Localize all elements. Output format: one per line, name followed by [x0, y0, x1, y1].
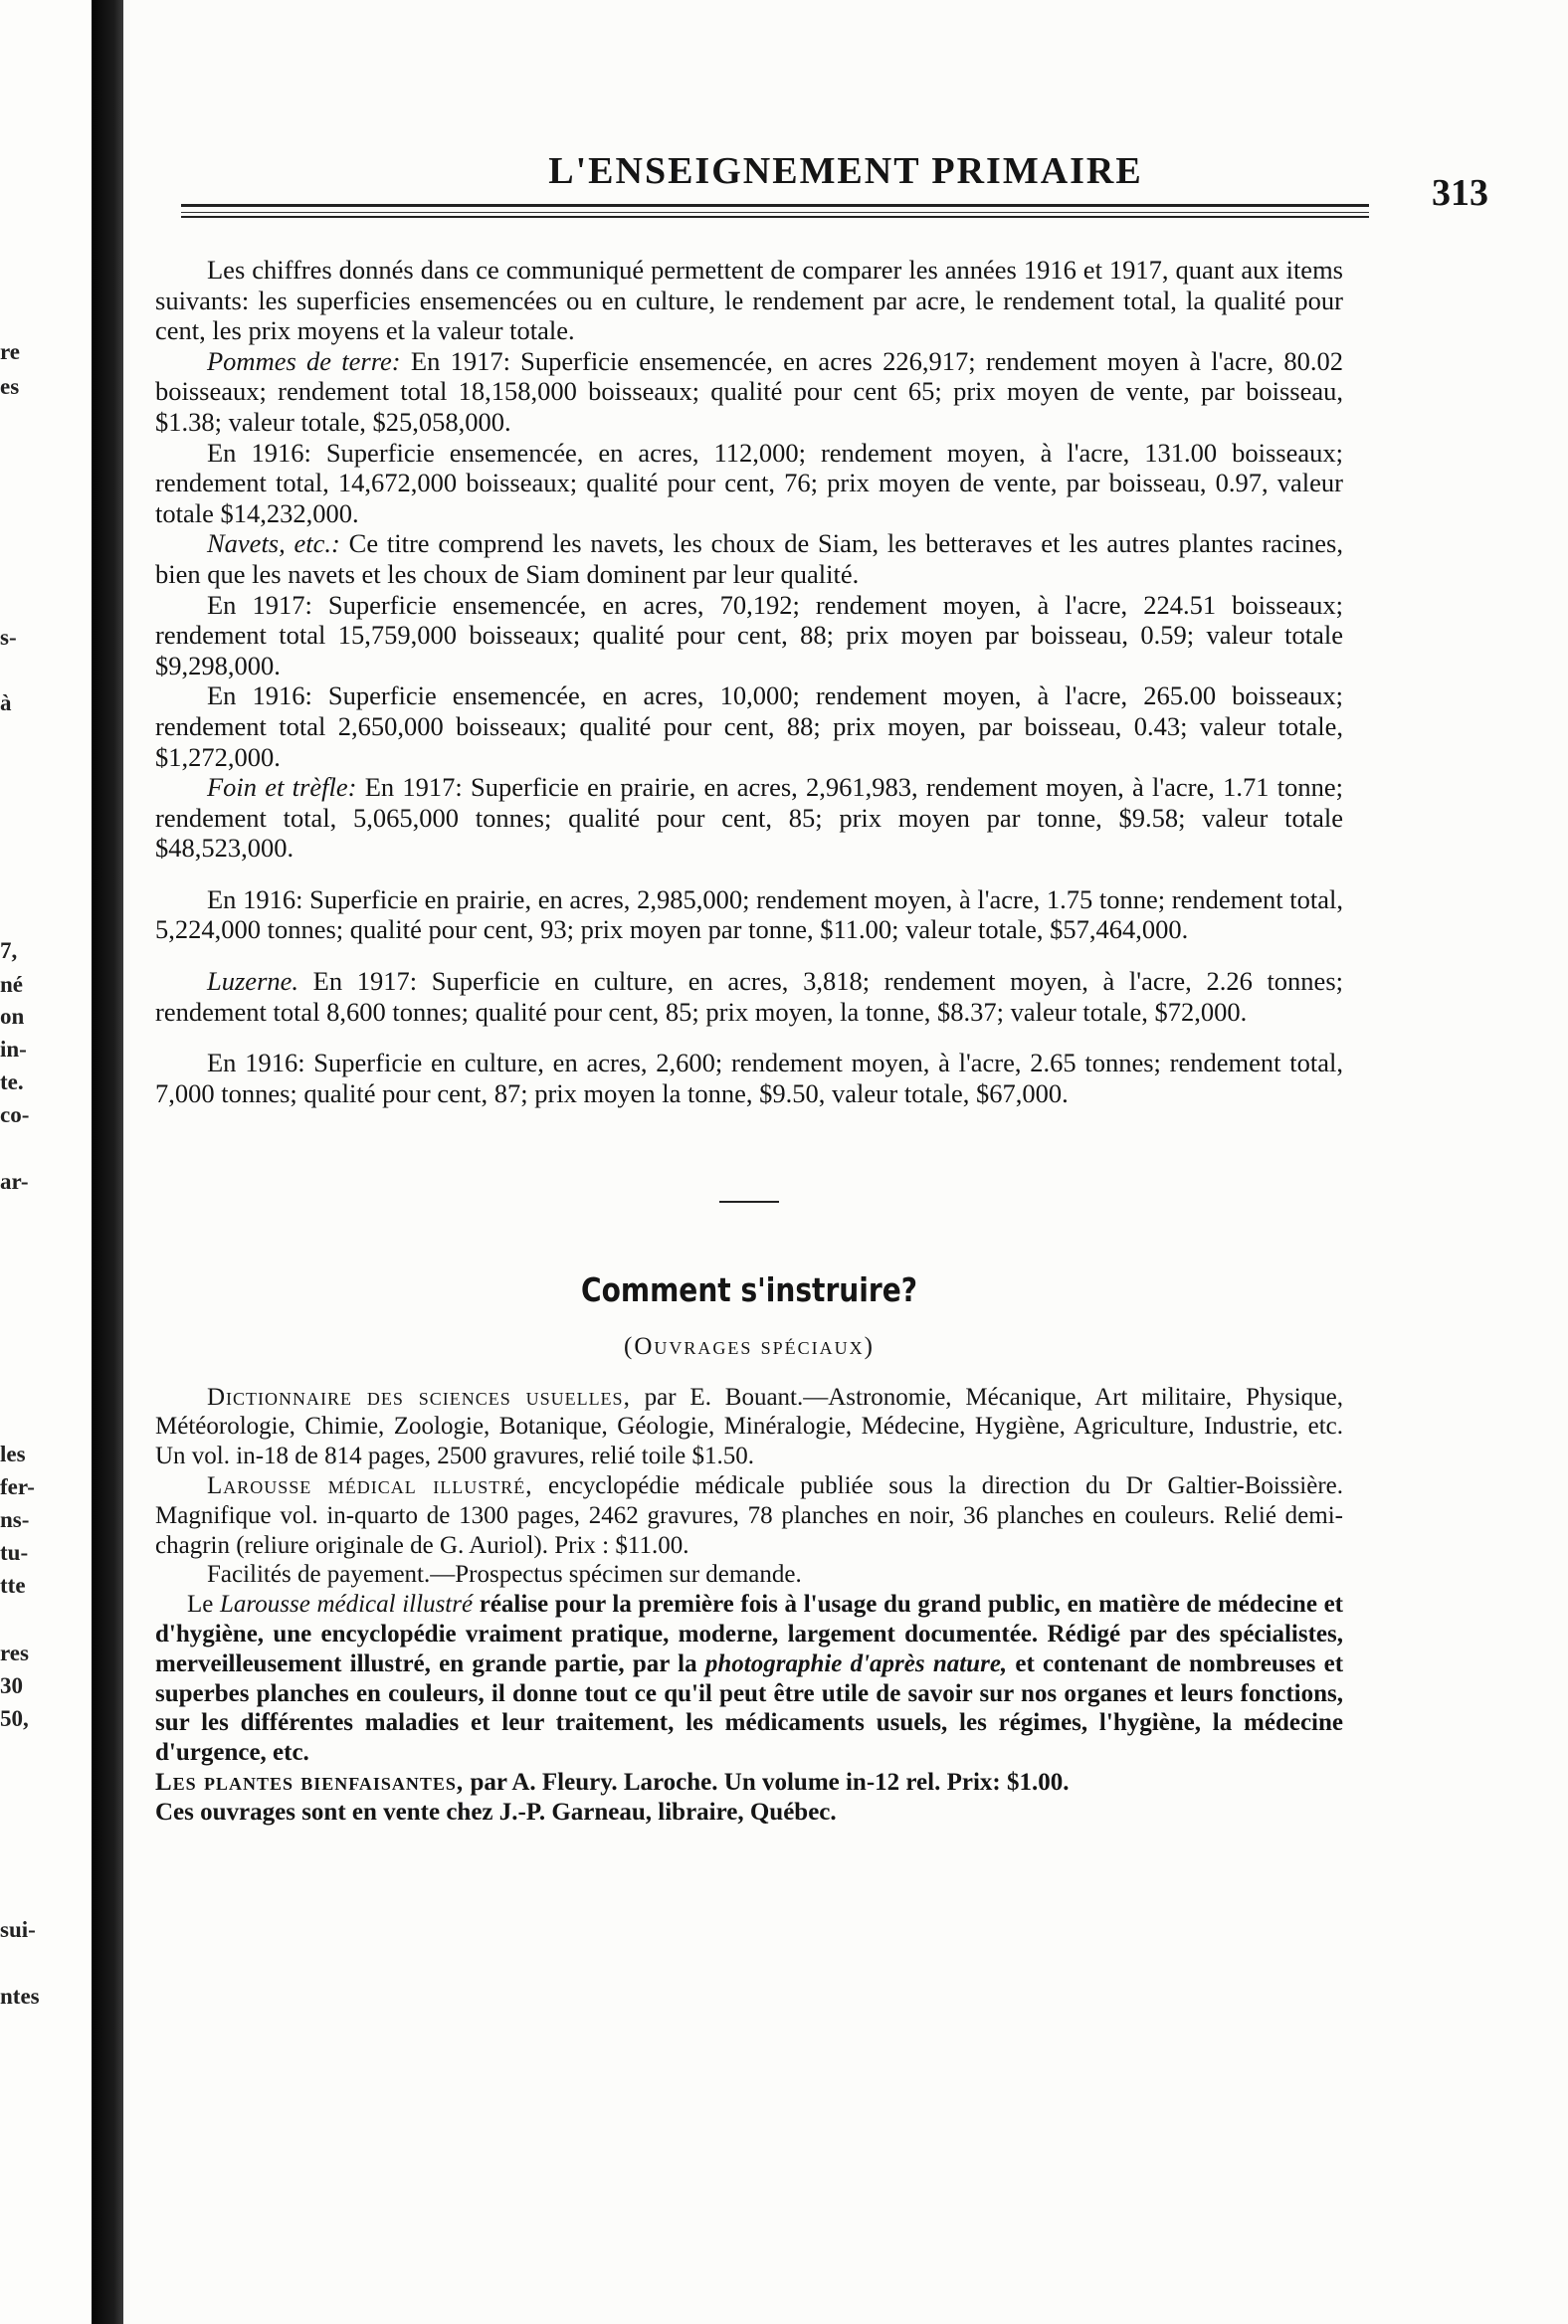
- larousse-note-emphasis: photographie d'après nature,: [704, 1649, 1008, 1677]
- margin-fragment: 30: [0, 1673, 23, 1698]
- potatoes-label: Pommes de terre:: [207, 345, 401, 376]
- plants-description: par A. Fleury. Laroche. Un volume in-12 rel.: [470, 1768, 941, 1796]
- scanned-page: [123, 0, 1568, 2324]
- larousse-note-text: réalise pour la première fois à l'usage du grand public, en matière de médecine et d'hygiène, une encyclopédie vraiment pratique, moderne, largement documentée. Rédigé par des spécialistes, merveilleusement illustré, en grande partie, par la: [155, 1591, 1343, 1677]
- margin-fragment: à: [0, 690, 12, 715]
- margin-fragment: co-: [0, 1102, 30, 1127]
- margin-fragment: te.: [0, 1069, 24, 1094]
- hay-1917-text: En 1917: Superficie en prairie, en acres, 2,961,983, rendement moyen, à l'acre, 1.71 tonne; rendement total, 5,065,000 tonnes; qualité pour cent, 85; prix moyen par tonne, $9.58; valeur totale $48,523,000.: [155, 772, 1343, 864]
- margin-fragment: s-: [0, 625, 17, 650]
- journal-title: L'ENSEIGNEMENT PRIMAIRE: [548, 150, 1143, 192]
- hay-paragraph: [155, 772, 1343, 864]
- margin-fragment: les: [0, 1442, 26, 1466]
- previous-page-margin: [0, 0, 93, 2324]
- larousse-title: Larousse médical illustré,: [207, 1472, 533, 1500]
- margin-fragment: on: [0, 1004, 25, 1029]
- margin-fragment: 50,: [0, 1706, 29, 1731]
- larousse-note-title: Larousse médical illustré: [220, 1591, 474, 1619]
- hay-1916-paragraph: En 1916: Superficie en prairie, en acres, 2,985,000; rendement moyen, à l'acre, 1.75 tonne; rendement total, 5,224,000 tonnes; qualité pour cent, 93; prix moyen par tonne, $11.00; valeur totale, $57,464,000.: [155, 883, 1343, 945]
- section-subtitle: (Ouvrages spéciaux): [624, 1333, 875, 1361]
- intro-paragraph: Les chiffres donnés dans ce communiqué permettent de comparer les années 1916 et 1917, quant aux items suivants: les superficies ensemencées ou en culture, le rendement par acre, le rendement total, la qualité pour cent, les prix moyens et la valeur totale.: [155, 255, 1343, 346]
- margin-fragment: fer-: [0, 1474, 35, 1499]
- margin-fragment: tu-: [0, 1540, 29, 1565]
- margin-fragment: 7,: [0, 938, 18, 963]
- potatoes-1917-text: En 1917: Superficie ensemencée, en acres 226,917; rendement moyen à l'acre, 80.02 boisseaux; rendement total 18,158,000 boisseaux; qualité pour cent 65; prix moyen de vente, par boisseau, $1.38; valeur totale, $25,058,000.: [155, 345, 1344, 437]
- header-rule: [181, 204, 1369, 218]
- dictionary-entry: [155, 1383, 1343, 1471]
- margin-fragment: re: [0, 339, 21, 364]
- section-title: Comment s'instruire?: [580, 1270, 918, 1310]
- dictionary-title: Dictionnaire des sciences usuelles,: [207, 1383, 631, 1411]
- page-number: 313: [1432, 172, 1488, 214]
- turnips-1917-paragraph: En 1917: Superficie ensemencée, en acres, 70,192; rendement moyen, à l'acre, 224.51 boisseaux; rendement total 15,759,000 boisseaux; qualité pour cent, 88; prix moyen par boisseau, 0.59; valeur totale $9,298,000.: [155, 589, 1343, 680]
- potatoes-paragraph: [155, 346, 1343, 438]
- dictionary-description: par E. Bouant.—Astronomie, Mécanique, Art militaire, Physique, Météorologie, Chimie, Zoologie, Botanique, Géologie, Minéralogie, Médecine, Hygiène, Agriculture, Industrie, etc. Un vol. in-18 de 814 pages, 2500 gravures, relié toile $1.50.: [155, 1383, 1344, 1470]
- potatoes-1916-paragraph: En 1916: Superficie ensemencée, en acres, 112,000; rendement moyen, à l'acre, 131.00 boisseaux; rendement total, 14,672,000 boisseaux; qualité pour cent, 76; prix moyen de vente, par boisseau, 0.97, valeur totale $14,232,000.: [155, 437, 1343, 528]
- larousse-payment: Facilités de payement.—Prospectus spécimen sur demande.: [207, 1561, 802, 1589]
- plants-title: Les plantes bienfaisantes,: [155, 1768, 465, 1796]
- margin-fragment: sui-: [0, 1917, 36, 1942]
- turnips-intro-text: Ce titre comprend les navets, les choux de Siam, les betteraves et les autres plantes racines, bien que les navets et les choux de Siam dominent par leur qualité.: [155, 528, 1343, 589]
- larousse-note-text-end: et contenant de nombreuses et superbes planches en couleurs, il donne tout ce qu'il peut être utile de savoir sur nos organes et leurs fonctions, sur les différentes maladies et leur traitement, les médicaments usuels, les régimes, l'hygiène, la médecine d'urgence, etc.: [155, 1649, 1344, 1767]
- hay-label: Foin et trèfle:: [207, 772, 357, 803]
- margin-fragment: tte: [0, 1573, 26, 1598]
- section-divider: [719, 1201, 779, 1203]
- margin-fragment: in-: [0, 1037, 27, 1062]
- turnips-1916-paragraph: En 1916: Superficie ensemencée, en acres, 10,000; rendement moyen, à l'acre, 265.00 boisseaux; rendement total 2,650,000 boisseaux; qualité pour cent, 88; prix moyen, par boisseau, 0.43; valeur totale, $1,272,000.: [155, 680, 1343, 772]
- alfalfa-1917-text: En 1917: Superficie en culture, en acres, 3,818; rendement moyen, à l'acre, 2.26 tonnes; rendement total 8,600 tonnes; qualité pour cent, 85; prix moyen, la tonne, $8.37; valeur totale, $72,000.: [155, 966, 1343, 1027]
- plants-entry: [155, 1768, 1343, 1798]
- book-spine-shadow: [92, 0, 123, 2324]
- larousse-note: Le Larousse médical illustré réalise pour la première fois à l'usage du grand public, en matière de médecine et d'hygiène, une encyclopédie vraiment pratique, moderne, largement documentée. Rédigé par des spécialistes, merveilleusement illustré, en grande partie, par la photographie d'après nature, et contenant de nombreuses et superbes planches en couleurs, il donne tout ce qu'il peut être utile de savoir sur nos organes et leurs fonctions, sur les différentes maladies et leur traitement, les médicaments usuels, les régimes, l'hygiène, la médecine d'urgence, etc.: [155, 1591, 1344, 1767]
- alfalfa-1916-paragraph: En 1916: Superficie en culture, en acres, 2,600; rendement moyen, à l'acre, 2.65 tonnes; rendement total, 7,000 tonnes; qualité pour cent, 87; prix moyen la tonne, $9.50, valeur totale, $67,000.: [155, 1048, 1343, 1108]
- vendor-line: Ces ouvrages sont en vente chez J.-P. Garneau, libraire, Québec.: [155, 1798, 837, 1826]
- margin-fragment: ntes: [0, 1984, 40, 2009]
- larousse-entry: [155, 1471, 1343, 1560]
- alfalfa-paragraph: [155, 966, 1343, 1027]
- article-body: [155, 255, 1343, 1828]
- alfalfa-label: Luzerne.: [207, 966, 299, 997]
- larousse-description: encyclopédie médicale publiée sous la direction du Dr Galtier-Boissière. Magnifique vol. in-quarto de 1300 pages, 2462 gravures, 78 planches en noir, 36 planches en couleurs. Relié demi-chagrin (reliure originale de G. Auriol). Prix : $11.00.: [155, 1472, 1343, 1559]
- running-header: [123, 149, 1568, 214]
- margin-fragment: ar-: [0, 1169, 29, 1194]
- turnips-label: Navets, etc.:: [207, 528, 340, 559]
- margin-fragment: es: [0, 374, 20, 399]
- margin-fragment: res: [0, 1641, 29, 1665]
- plants-price: Prix: $1.00.: [946, 1768, 1070, 1796]
- margin-fragment: ns-: [0, 1507, 30, 1532]
- margin-fragment: né: [0, 972, 23, 997]
- turnips-paragraph: [155, 528, 1343, 589]
